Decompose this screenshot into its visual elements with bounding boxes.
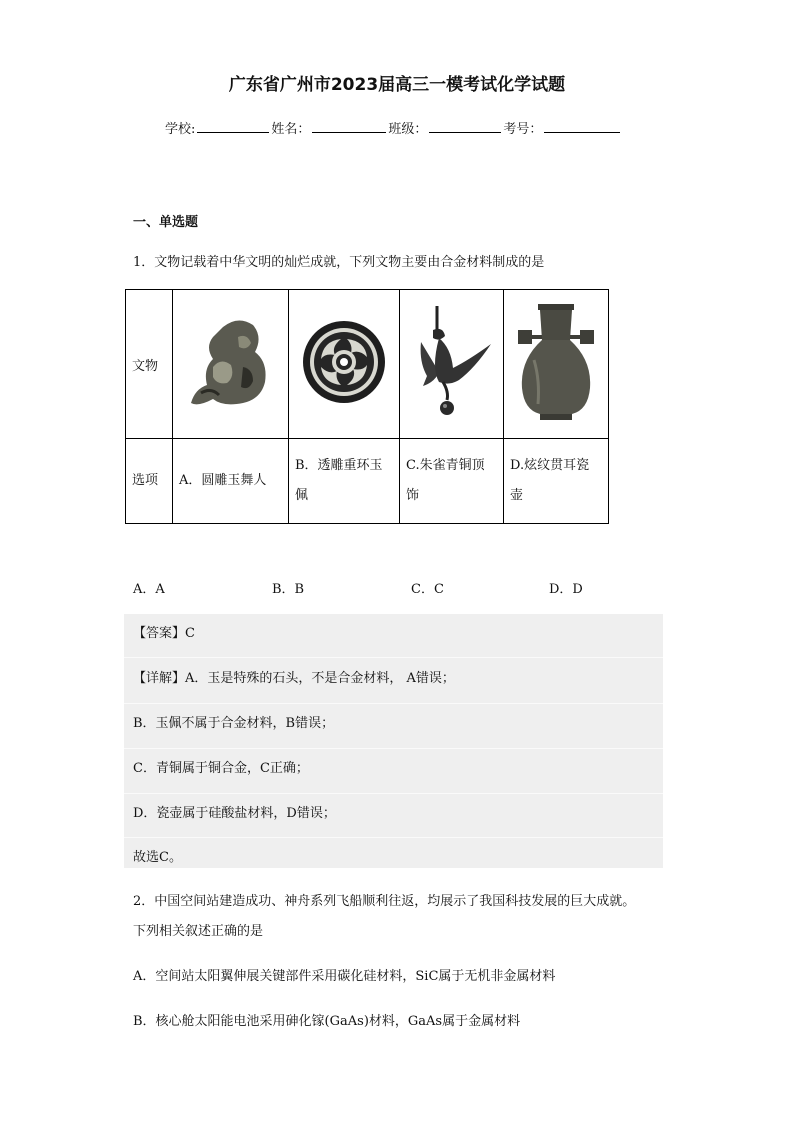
answer-divider xyxy=(124,657,663,658)
relics-row-label: 文物 xyxy=(126,290,173,439)
detail-line-2: B．玉佩不属于合金材料，B错误； xyxy=(133,716,335,731)
school-label: 学校: xyxy=(165,122,196,137)
name-label: 姓名： xyxy=(271,122,311,137)
answer-divider xyxy=(124,703,663,704)
school-blank[interactable] xyxy=(197,118,269,133)
relic-option-d-line1: D.炫纹贯耳瓷 xyxy=(510,458,590,473)
question-2-option-b[interactable]: B．核心舱太阳能电池采用砷化镓(GaAs)材料，GaAs属于金属材料 xyxy=(133,1014,521,1029)
detail-line-4: D．瓷壶属于硅酸盐材料，D错误； xyxy=(133,806,336,821)
choice-b[interactable]: B．B xyxy=(272,582,305,597)
detail-line-1: 【详解】A．玉是特殊的石头，不是合金材料， A错误； xyxy=(133,671,455,686)
answer-divider xyxy=(124,748,663,749)
detail-line-5: 故选C。 xyxy=(133,850,182,865)
exam-no-blank[interactable] xyxy=(544,118,620,133)
class-blank[interactable] xyxy=(429,118,501,133)
student-info-line xyxy=(165,118,622,137)
section-heading: 一、单选题 xyxy=(133,215,199,230)
answer-divider xyxy=(124,793,663,794)
porcelain-pot-image xyxy=(510,300,602,424)
jade-pendant-image xyxy=(301,319,387,405)
class-label: 班级： xyxy=(388,122,428,137)
relic-option-d xyxy=(504,439,609,524)
question-2-stem-line2: 下列相关叙述正确的是 xyxy=(133,924,264,939)
relic-option-a-line1: A．圆雕玉舞人 xyxy=(179,473,267,488)
answer-text: 【答案】C xyxy=(133,626,195,641)
relic-option-b xyxy=(289,439,400,524)
bronze-bird-image xyxy=(409,302,495,422)
question-2-stem-line1: 2．中国空间站建造成功、神舟系列飞船顺利往返，均展示了我国科技发展的巨大成就。 xyxy=(133,894,636,909)
relic-option-b-line1: B．透雕重环玉 xyxy=(295,458,383,473)
choice-c[interactable]: C．C xyxy=(411,582,444,597)
choice-a[interactable]: A．A xyxy=(133,582,165,597)
exam-no-label: 考号： xyxy=(503,122,543,137)
name-blank[interactable] xyxy=(312,118,386,133)
page-title: 广东省广州市2023届高三一模考试化学试题 xyxy=(228,75,566,95)
jade-dancer-image xyxy=(183,307,279,417)
answer-divider xyxy=(124,837,663,838)
relic-d-cell xyxy=(504,290,609,439)
relic-option-c-line2: 饰 xyxy=(406,488,420,503)
choice-d[interactable]: D．D xyxy=(549,582,583,597)
answer-explanation-box xyxy=(124,614,663,868)
relic-c-cell xyxy=(400,290,504,439)
relic-b-cell xyxy=(289,290,400,439)
relic-option-a xyxy=(173,439,289,524)
options-row-label: 选项 xyxy=(126,439,173,524)
relic-a-cell xyxy=(173,290,289,439)
question-1-stem: 1．文物记载着中华文明的灿烂成就，下列文物主要由合金材料制成的是 xyxy=(133,255,545,270)
relic-option-b-line2: 佩 xyxy=(295,488,309,503)
relics-table xyxy=(125,289,609,524)
relic-option-c xyxy=(400,439,504,524)
relics-option-row xyxy=(126,439,609,524)
relic-option-c-line1: C.朱雀青铜顶 xyxy=(406,458,485,473)
relics-image-row xyxy=(126,290,609,439)
detail-line-3: C．青铜属于铜合金，C正确； xyxy=(133,761,309,776)
question-2-option-a[interactable]: A．空间站太阳翼伸展关键部件采用碳化硅材料，SiC属于无机非金属材料 xyxy=(133,969,556,984)
relic-option-d-line2: 壶 xyxy=(510,488,524,503)
